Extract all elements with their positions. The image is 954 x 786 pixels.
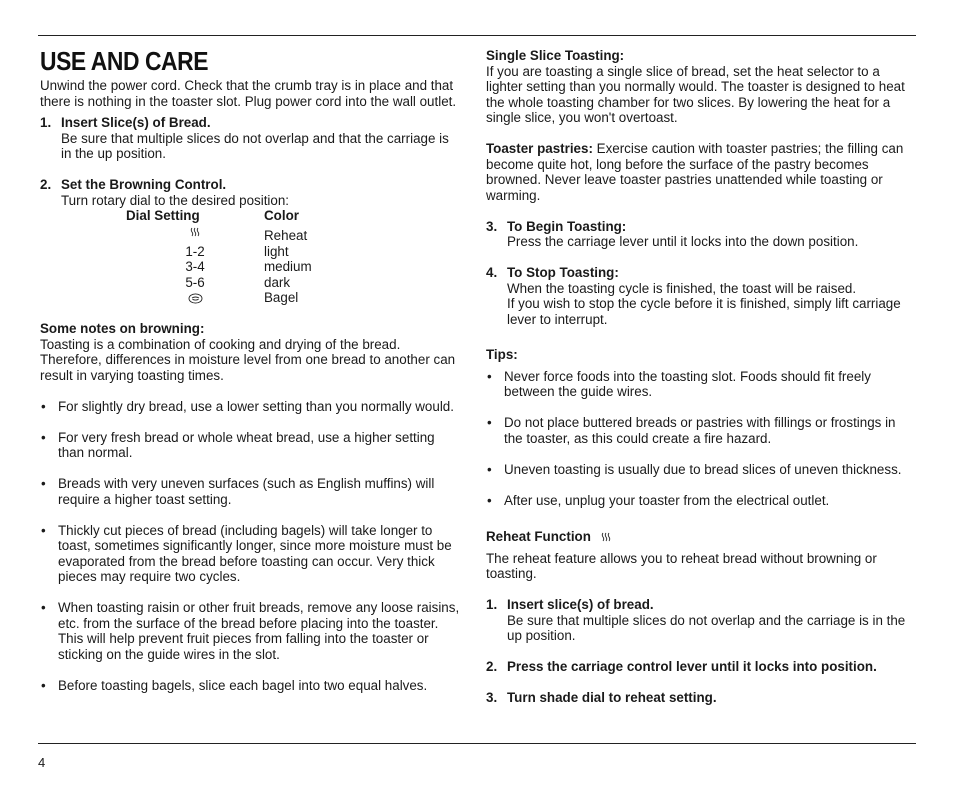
step-number: 3. bbox=[486, 690, 498, 705]
section-heading: Some notes on browning: bbox=[40, 321, 205, 336]
right-column bbox=[486, 48, 914, 706]
bullet-icon: • bbox=[41, 677, 46, 693]
inline-body: Exercise caution with toaster pastries; the filling can become quite hot, long before the surface of the pastry becomes browned. Never leave toaster pastries unattended while toasting or warming. bbox=[486, 141, 904, 203]
list-item-text: Breads with very uneven surfaces (such as English muffins) will require a higher toast setting. bbox=[58, 476, 435, 507]
list-item-text: Uneven toasting is usually due to bread slices of uneven thickness. bbox=[504, 461, 902, 477]
table-cell-color: Bagel bbox=[264, 290, 299, 305]
list-item-text: When toasting raisin or other fruit breads, remove any loose raisins, etc. from the surface of the bread before placing into the toaster. This will help prevent fruit pieces from falling into the toaster or sticking on the guide wires in the slot. bbox=[58, 600, 460, 662]
bullet-icon: • bbox=[487, 415, 492, 430]
table-row bbox=[126, 259, 462, 275]
table-row bbox=[126, 290, 462, 306]
list-item bbox=[40, 678, 462, 694]
step-heading: Set the Browning Control. bbox=[61, 177, 227, 192]
section-heading: Single Slice Toasting: bbox=[486, 48, 625, 63]
step-body: Turn rotary dial to the desired position: bbox=[61, 192, 290, 208]
bullet-icon: • bbox=[487, 368, 492, 384]
step-2 bbox=[40, 177, 462, 208]
table-cell-setting: 5-6 bbox=[185, 274, 205, 290]
bullet-icon: • bbox=[41, 429, 46, 445]
table-cell-color: Reheat bbox=[264, 227, 308, 243]
step-1 bbox=[40, 115, 462, 162]
intro-paragraph: Unwind the power cord. Check that the crumb tray is in place and that there is nothing in the toaster slot. Plug power cord into the wall outlet. bbox=[40, 78, 457, 109]
reheat-step-2 bbox=[486, 659, 914, 675]
step-heading: To Begin Toasting: bbox=[507, 218, 627, 234]
reheat-step-1 bbox=[486, 597, 914, 644]
list-item-text: Never force foods into the toasting slot. Foods should fit freely between the guide wires. bbox=[504, 368, 871, 399]
step-number: 3. bbox=[486, 218, 498, 234]
step-number: 2. bbox=[40, 177, 52, 192]
table-row bbox=[126, 224, 462, 244]
step-3 bbox=[486, 219, 914, 250]
table-row bbox=[126, 244, 462, 260]
list-item bbox=[40, 476, 462, 507]
step-body: When the toasting cycle is finished, the toast will be raised. bbox=[507, 280, 857, 296]
list-item bbox=[40, 600, 462, 662]
table-cell-color: medium bbox=[264, 259, 312, 274]
list-item-text: After use, unplug your toaster from the electrical outlet. bbox=[504, 492, 830, 508]
step-heading: Turn shade dial to reheat setting. bbox=[507, 690, 717, 705]
table-cell-color: dark bbox=[264, 274, 291, 290]
dial-setting-table bbox=[126, 208, 462, 306]
section-body: Toasting is a combination of cooking and drying of the bread. Therefore, differences in moisture level from one bread to another can result in varying toasting times. bbox=[40, 336, 456, 383]
top-rule bbox=[38, 35, 916, 36]
list-item bbox=[486, 369, 914, 400]
reheat-heading bbox=[486, 529, 914, 545]
table-cell-setting: 3-4 bbox=[185, 259, 205, 274]
single-slice-section bbox=[486, 48, 914, 126]
step-number: 1. bbox=[40, 115, 52, 130]
browning-notes bbox=[40, 321, 462, 383]
step-4 bbox=[486, 265, 914, 327]
list-item-text: Do not place buttered breads or pastries with fillings or frostings in the toaster, as this could create a fire hazard. bbox=[504, 415, 896, 446]
step-body: Be sure that multiple slices do not overlap and the carriage is in the up position. bbox=[507, 612, 906, 643]
step-number: 4. bbox=[486, 265, 498, 280]
toaster-pastries-paragraph bbox=[486, 141, 914, 203]
list-item bbox=[486, 462, 914, 478]
inline-heading: Toaster pastries: bbox=[486, 141, 593, 156]
list-item bbox=[486, 415, 914, 446]
bullet-icon: • bbox=[487, 492, 492, 508]
bullet-icon: • bbox=[41, 398, 46, 414]
table-cell-color: light bbox=[264, 243, 289, 259]
tips-heading: Tips: bbox=[486, 347, 518, 362]
left-column bbox=[40, 48, 462, 693]
table-row bbox=[126, 275, 462, 291]
step-heading: To Stop Toasting: bbox=[507, 265, 619, 280]
list-item bbox=[40, 430, 462, 461]
list-item-text: For slightly dry bread, use a lower setting than you normally would. bbox=[58, 398, 454, 414]
list-item-text: For very fresh bread or whole wheat bread, use a higher setting than normal. bbox=[58, 429, 435, 460]
step-number: 2. bbox=[486, 659, 498, 674]
header-color: Color bbox=[264, 208, 299, 223]
bagel-icon bbox=[126, 290, 264, 306]
reheat-heading-text: Reheat Function bbox=[486, 529, 591, 544]
step-heading: Insert Slice(s) of Bread. bbox=[61, 115, 211, 130]
bullet-icon: • bbox=[41, 476, 46, 491]
bullet-icon: • bbox=[41, 522, 46, 538]
list-item-text: Before toasting bagels, slice each bagel into two equal halves. bbox=[58, 677, 428, 693]
header-dial-setting: Dial Setting bbox=[126, 208, 200, 223]
bottom-rule bbox=[38, 743, 916, 744]
list-item bbox=[486, 493, 914, 509]
table-header bbox=[126, 208, 462, 224]
section-body: If you are toasting a single slice of bread, set the heat selector to a lighter setting than you normally would. The toaster is designed to heat the whole toasting chamber for two slices. By lowering the heat for a single slice, you won't overtoast. bbox=[486, 63, 905, 125]
reheat-icon bbox=[601, 529, 611, 544]
reheat-icon bbox=[126, 224, 264, 244]
list-item-text: Thickly cut pieces of bread (including bagels) will take longer to toast, sometimes significantly longer, since more moisture must be evaporated from the bread before toasting can occur. Very thick pieces may require two cycles. bbox=[58, 522, 452, 584]
reheat-body: The reheat feature allows you to reheat bread without browning or toasting. bbox=[486, 550, 877, 581]
reheat-step-3 bbox=[486, 690, 914, 706]
page-title: USE AND CARE bbox=[40, 46, 209, 76]
step-heading: Insert slice(s) of bread. bbox=[507, 597, 654, 612]
bullet-icon: • bbox=[41, 600, 46, 615]
step-body: If you wish to stop the cycle before it is finished, simply lift carriage lever to interrupt. bbox=[507, 296, 901, 327]
list-item bbox=[40, 399, 462, 415]
list-item bbox=[40, 523, 462, 585]
step-number: 1. bbox=[486, 597, 498, 612]
bullet-icon: • bbox=[487, 461, 492, 477]
step-heading: Press the carriage control lever until it locks into position. bbox=[507, 659, 877, 674]
step-body: Press the carriage lever until it locks into the down position. bbox=[507, 234, 859, 249]
step-body: Be sure that multiple slices do not overlap and that the carriage is in the up position. bbox=[61, 130, 449, 161]
page-number: 4 bbox=[38, 755, 46, 770]
table-cell-setting: 1-2 bbox=[185, 243, 205, 259]
